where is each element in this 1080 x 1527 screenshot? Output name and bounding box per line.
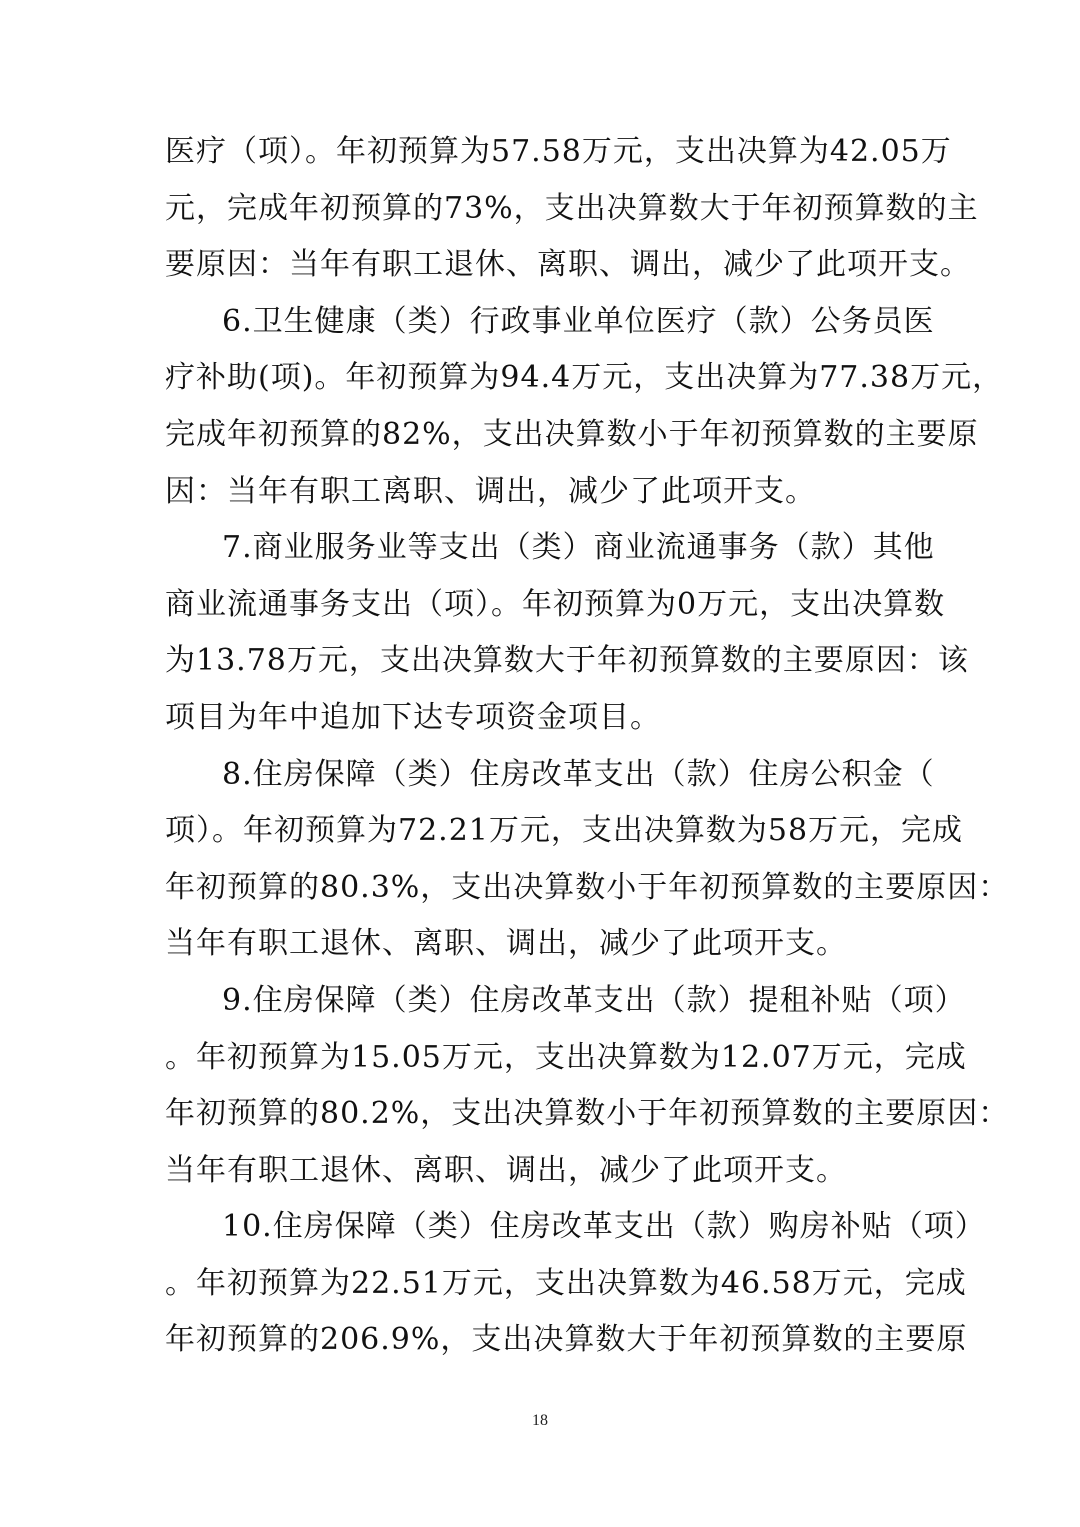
text-line: 项）。年初预算为72.21万元，支出决算数为58万元，完成 <box>165 813 964 849</box>
text-line: 完成年初预算的82%，支出决算数小于年初预算数的主要原 <box>165 416 979 452</box>
text-line: 为13.78万元，支出决算数大于年初预算数的主要原因：该 <box>165 643 969 679</box>
text-line: 商业流通事务支出（项）。年初预算为0万元，支出决算数 <box>165 586 946 622</box>
text-line: 。年初预算为15.05万元，支出决算数为12.07万元，完成 <box>165 1039 967 1075</box>
text-line: 要原因：当年有职工退休、离职、调出，减少了此项开支。 <box>165 247 971 283</box>
paragraph-start-line: 8.住房保障（类）住房改革支出（款）住房公积金（ <box>222 756 935 792</box>
page-number: 18 <box>532 1412 548 1429</box>
paragraph-end-line: 因：当年有职工离职、调出，减少了此项开支。 <box>165 473 816 509</box>
paragraph-end-line: 项目为年中追加下达专项资金项目。 <box>165 699 661 735</box>
paragraph-start-line: 7.商业服务业等支出（类）商业流通事务（款）其他 <box>222 530 935 566</box>
paragraph-start-line: 10.住房保障（类）住房改革支出（款）购房补贴（项） <box>222 1209 986 1245</box>
body-text <box>165 124 1010 1369</box>
text-line: 年初预算的80.3%，支出决算数小于年初预算数的主要原因： <box>165 869 1010 905</box>
text-line: 。年初预算为22.51万元，支出决算数为46.58万元，完成 <box>165 1265 967 1301</box>
text-line: 疗补助(项)。年初预算为94.4万元，支出决算为77.38万元， <box>165 360 1004 396</box>
text-line: 医疗（项）。年初预算为57.58万元，支出决算为42.05万 <box>165 134 952 169</box>
paragraph-end-line: 当年有职工退休、离职、调出，减少了此项开支。 <box>165 926 847 962</box>
paragraph-start-line: 9.住房保障（类）住房改革支出（款）提租补贴（项） <box>222 982 966 1018</box>
paragraph-end-line: 当年有职工退休、离职、调出，减少了此项开支。 <box>165 1152 847 1188</box>
text-line: 年初预算的80.2%，支出决算数小于年初预算数的主要原因： <box>165 1096 1010 1132</box>
text-line: 元，完成年初预算的73%，支出决算数大于年初预算数的主 <box>165 190 979 226</box>
paragraph-start-line: 6.卫生健康（类）行政事业单位医疗（款）公务员医 <box>222 303 935 339</box>
text-line: 年初预算的206.9%，支出决算数大于年初预算数的主要原 <box>165 1322 968 1358</box>
